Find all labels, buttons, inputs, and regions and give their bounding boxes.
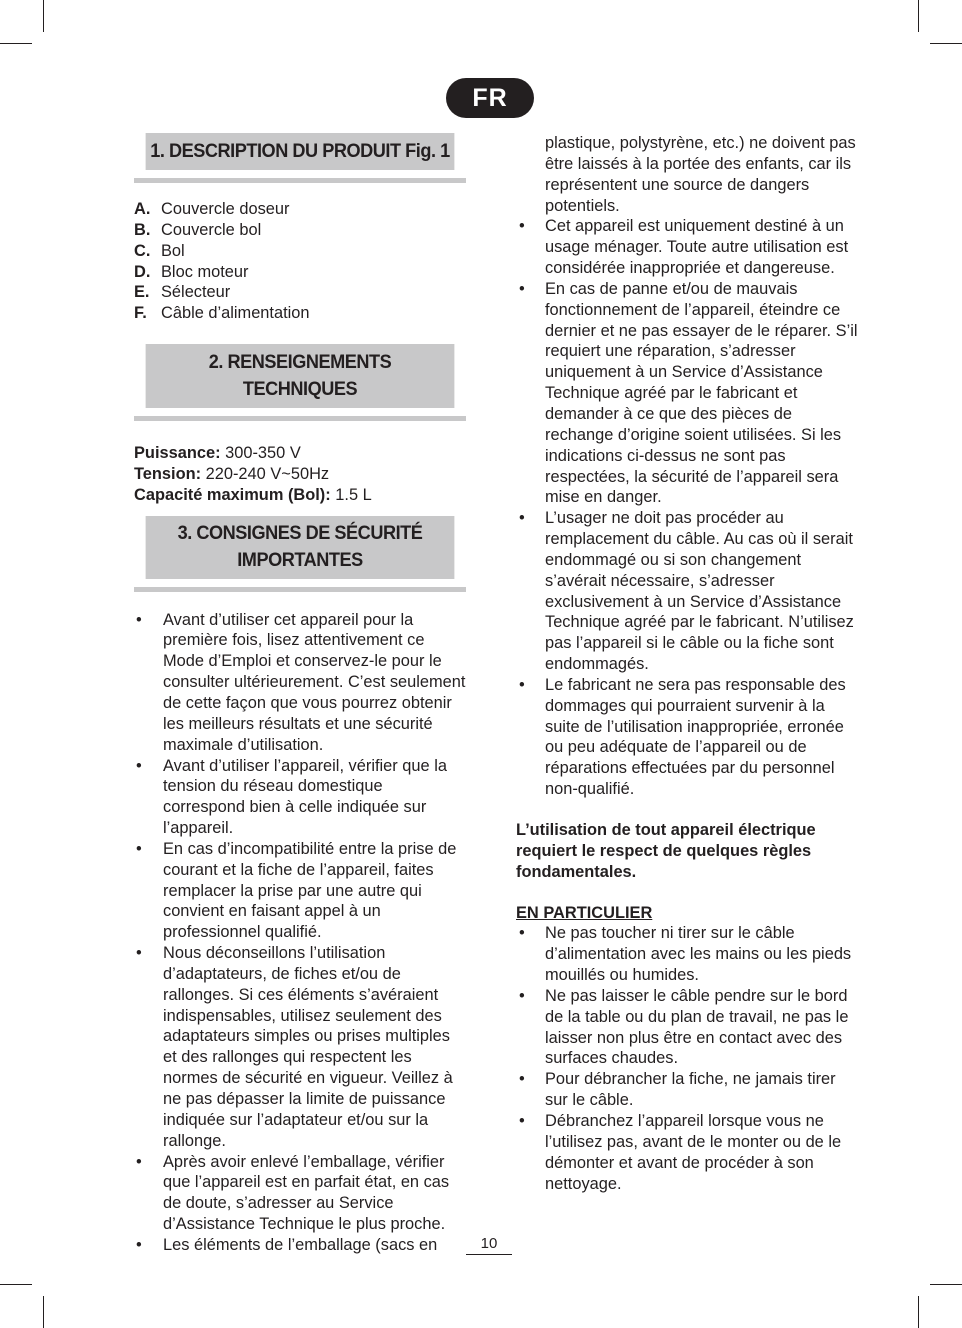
section-title-product-description: 1. DESCRIPTION DU PRODUIT Fig. 1 xyxy=(146,133,455,170)
section-divider xyxy=(134,416,466,421)
bullet-item: • Ne pas toucher ni tirer sur le câble d’alimentation avec les mains ou les pieds mouillés ou humides. xyxy=(516,923,862,986)
crop-mark-bottom-right-horizontal xyxy=(930,1284,962,1285)
safety-continuation: plastique, polystyrène, etc.) ne doivent pas être laissés à la portée des enfants, car ils représentent une source de dangers potentiels. xyxy=(545,134,856,215)
safety-bullet-list-left xyxy=(134,610,466,1256)
bullet-item: • Ne pas laisser le câble pendre sur le bord de la table ou du plan de travail, ne pas le laisser non plus être en contact avec des surfaces chaudes. xyxy=(516,986,862,1069)
part-letter: C. xyxy=(134,241,151,260)
part-item xyxy=(134,220,466,241)
section-technical-info xyxy=(134,344,466,506)
part-label: Couvercle doseur xyxy=(161,200,290,218)
bullet-item: • Après avoir enlevé l’emballage, vérifier que l’appareil est en parfait état, en cas de doute, s’adresser au Service d’Assistance Technique le plus proche. xyxy=(134,1152,466,1235)
bullet-item: • En cas d’incompatibilité entre la prise de courant et la fiche de l’appareil, faites remplacer la prise par une autre qui convient en faisant appel à un professionnel qualifié. xyxy=(134,839,466,943)
section-product-description xyxy=(134,133,466,324)
part-label: Sélecteur xyxy=(161,283,231,302)
part-letter: E. xyxy=(134,283,150,302)
spec-label: Tension: xyxy=(134,464,202,483)
bullet-item: • Les éléments de l’emballage (sacs en xyxy=(134,1235,466,1256)
part-label: Couvercle bol xyxy=(161,220,262,239)
part-item xyxy=(134,282,466,303)
section-divider xyxy=(134,178,466,183)
section-title-safety-line2: IMPORTANTES xyxy=(237,548,363,571)
part-label: Câble d’alimentation xyxy=(161,304,310,323)
crop-mark-bottom-left-horizontal xyxy=(0,1284,32,1285)
bullet-item: • Cet appareil est uniquement destiné à un usage ménager. Toute autre utilisation est considérée inappropriée et dangereuse. xyxy=(516,216,862,279)
right-column xyxy=(516,133,862,1194)
crop-mark-top-left-vertical xyxy=(43,0,44,32)
section-safety xyxy=(134,516,466,1256)
part-letter: A. xyxy=(134,200,151,218)
bullet-item: • Avant d’utiliser l’appareil, vérifier que la tension du réseau domestique correspond bien à celle indiquée sur l’appareil. xyxy=(134,756,466,839)
section-title-safety-line1: 3. CONSIGNES DE SÉCURITÉ xyxy=(177,521,423,544)
spec-row xyxy=(134,485,466,506)
spec-value: 300-350 V xyxy=(220,444,301,463)
spec-value: 1.5 L xyxy=(330,485,372,504)
bullet-item: • Pour débrancher la fiche, ne jamais tirer sur le câble. xyxy=(516,1069,862,1111)
part-label: Bloc moteur xyxy=(161,262,249,281)
part-item xyxy=(134,303,466,324)
crop-mark-bottom-right-vertical xyxy=(918,1296,919,1328)
spec-row xyxy=(134,443,466,464)
spec-list xyxy=(134,443,466,506)
bullet-item: • En cas de panne et/ou de mauvais fonctionnement de l’appareil, éteindre ce dernier et ne pas essayer de le réparer. S’il requiert une réparation, s’adresser uniquement à un Service d’Assistance Technique agréé par le fabricant et demander à ce que des pièces de rechange d’origine soient utilisées. Si les indications ci-dessus ne sont pas respectées, la sécurité de l’appareil sera mise en danger. xyxy=(516,279,862,508)
section-title-technical-info: 2. RENSEIGNEMENTS TECHNIQUES xyxy=(146,344,455,408)
section-divider xyxy=(134,587,466,592)
subheading-en-particulier: EN PARTICULIER xyxy=(516,903,653,922)
part-item xyxy=(134,241,466,262)
crop-mark-top-right-horizontal xyxy=(930,43,962,44)
spec-value: 220-240 V~50Hz xyxy=(201,464,330,483)
crop-mark-bottom-left-vertical xyxy=(43,1296,44,1328)
bullet-item: • L’usager ne doit pas procéder au remplacement du câble. Au cas où il serait endommagé ou si son changement s’avérait nécessaire, s’adresser exclusivement à un Service d’Assistance Technique agréé par le fabricant. N’utilisez pas l’appareil si le câble ou la fiche sont endommagés. xyxy=(516,508,862,675)
language-badge: FR xyxy=(446,78,534,118)
part-item xyxy=(134,262,466,283)
part-item xyxy=(134,199,466,220)
particular-bullet-list xyxy=(516,923,862,1194)
part-letter: F. xyxy=(134,304,147,323)
bullet-item: • Nous déconseillons l’utilisation d’adaptateurs, de fiches et/ou de rallonges. Si ces éléments s’avéraient indispensables, utilisez seulement des adaptateurs simples ou prises multiples et des rallonges qui respectent les normes de sécurité en vigueur. Veillez à ne pas dépasser la limite de puissance indiquée sur l’adaptateur et/ou sur la rallonge. xyxy=(134,943,466,1151)
bullet-item: • Le fabricant ne sera pas responsable des dommages qui pourraient survenir à la suite de l’utilisation inappropriée, erronée ou peu adéquate de l’appareil ou de réparations effectuées par du personnel non-qualifié. xyxy=(516,675,862,800)
crop-mark-top-right-vertical xyxy=(918,0,919,32)
part-label: Bol xyxy=(161,241,185,260)
part-letter: B. xyxy=(134,220,151,239)
spec-row xyxy=(134,464,466,485)
part-letter: D. xyxy=(134,262,151,281)
crop-mark-top-left-horizontal xyxy=(0,43,32,44)
left-column xyxy=(134,133,466,1256)
safety-bullet-list-right xyxy=(516,216,862,800)
bullet-item: • Avant d’utiliser cet appareil pour la première fois, lisez attentivement ce Mode d’Emploi et conservez-le pour le consulter ultérieurement. C’est seulement de cette façon que vous pourrez obtenir les meilleurs résultats et une sécurité maximale d’utilisation. xyxy=(134,610,466,756)
spec-label: Puissance: xyxy=(134,444,221,463)
parts-list xyxy=(134,199,466,324)
fundamental-rules-note: L’utilisation de tout appareil électrique requiert le respect de quelques règles fondamentales. xyxy=(516,821,816,881)
spec-label: Capacité maximum (Bol): xyxy=(134,485,331,504)
page-number: 10 xyxy=(466,1234,512,1255)
section-title-safety xyxy=(146,516,455,579)
bullet-item: • Débranchez l’appareil lorsque vous ne l’utilisez pas, avant de le monter ou de le démonter et avant de procéder à son nettoyage. xyxy=(516,1111,862,1194)
